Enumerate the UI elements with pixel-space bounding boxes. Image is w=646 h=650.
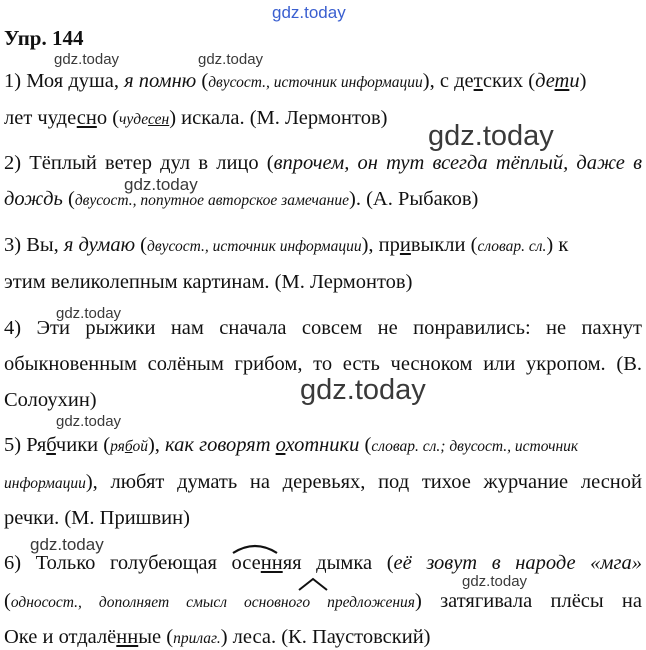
sentence-4-line-2: обыкновенным солёным грибом, то есть чесноком или укропом. (В. [4,353,642,375]
sentence-4-line-3: Солоухин) [4,389,97,411]
sentence-6-line-3: Оке и отдалённые (прилаг.) леса. (К. Паустовский) [4,626,431,648]
sentence-1-line-1: 1) Моя душа, я помню (двусост., источник информации), с детских (дети) [4,70,587,92]
sentence-5-line-3: речки. (М. Пришвин) [4,507,190,529]
watermark: gdz.today [56,305,122,322]
watermark: gdz.today [300,374,426,406]
watermark: gdz.today [428,120,554,152]
watermark: gdz.today [30,535,104,554]
sentence-3-line-1: 3) Вы, я думаю (двусост., источник информации), привыкли (словар. сл.) к [4,234,569,256]
watermark: gdz.today [198,51,264,68]
sentence-5-line-2: информации), любят думать на деревьях, под тихое журчание лесной [4,471,642,493]
sentence-6-line-1: 6) Только голубеющая осенняя дымка (её зовут в народе «мга» [4,552,642,574]
watermark: gdz.today [54,51,120,68]
word-ending-hat-mark [296,577,330,591]
watermark: gdz.today [124,175,198,194]
exercise-title: Упр. 144 [4,26,84,50]
sentence-1-line-2: лет чудесно (чудесен) искала. (М. Лермонтов) [4,107,388,129]
sentence-4-line-1: 4) Эти рыжики нам сначала совсем не понравились: не пахнут [4,317,642,339]
watermark: gdz.today [272,3,346,22]
sentence-6-line-2: (односост., дополняет смысл основного предложения) затягивала плёсы на [4,590,642,612]
sentence-3-line-2: этим великолепным картинам. (М. Лермонтов) [4,271,413,293]
watermark: gdz.today [56,413,122,430]
sentence-2-line-2: дождь (двусост., попутное авторское замечание). (А. Рыбаков) [4,188,479,210]
watermark: gdz.today [462,573,528,590]
sentence-5-line-1: 5) Рябчики (рябой), как говорят охотники (словар. сл.; двусост., источник [4,434,579,456]
sentence-2-line-1: 2) Тёплый ветер дул в лицо (впрочем, он тут всегда тёплый, даже в [4,152,642,174]
